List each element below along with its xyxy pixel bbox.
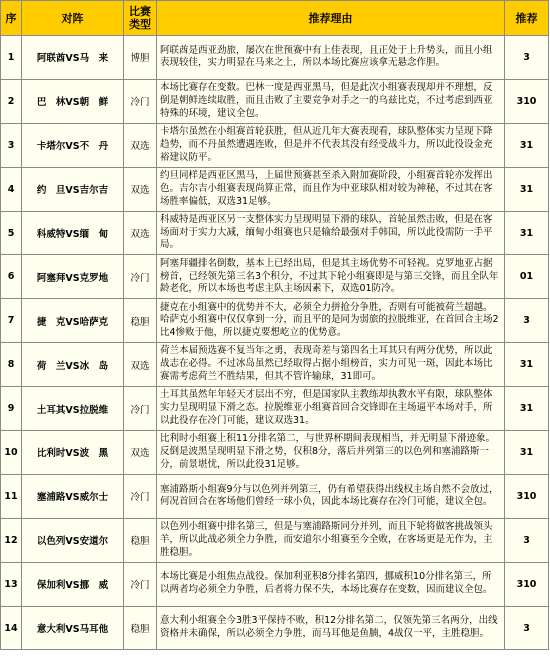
match-cell: 卡塔尔VS不 丹 [22,123,124,167]
reason-cell: 阿联酋是西亚劲旅，屡次在世预赛中有上佳表现，且正处于上升势头，而且小组表现较佳，实力明显在马来之上，所以本场比赛应该拿无悬念作胆。 [157,36,505,80]
reason-cell: 以色列小组赛中排名第三，但是与塞浦路斯同分并列，而且下轮将做客挑战领头羊，所以此战必须全力争胜，而安道尔小组赛至今全败，在客场更是无作为，主胜稳胆。 [157,518,505,562]
recommendation-cell: 3 [505,518,549,562]
row-number: 7 [1,299,22,343]
reason-cell: 土耳其虽然年年轻天才层出不穷，但是国家队主教练却执教水平有限，球队整体实力呈现明显下滑之态。拉脱维亚小组赛首回合交锋即在主场逼平本场对手，所以此役存在冷门可能，建议双选31。 [157,387,505,431]
reason-cell: 捷克在小组赛中的优势并不大，必须全力拼抢分争胜，否则有可能被荷兰超越。哈萨克小组赛中仅仅拿到一分，而且平的是同为弱旅的拉脱维亚，在首回合主场2比4惨败于他，所以捷克要想屹立的优势意。 [157,299,505,343]
match-type-cell: 双选 [124,211,157,255]
table-row [1,299,549,343]
match-cell: 塞浦路VS威尔士 [22,474,124,518]
recommendation-cell: 31 [505,167,549,211]
row-number: 13 [1,562,22,606]
row-number: 10 [1,431,22,475]
row-number: 5 [1,211,22,255]
reason-cell: 卡塔尔虽然在小组赛首轮获胜，但从近几年大赛表现看，球队整体实力呈现下降趋势，而不丹虽然遭遇连败，但是并不代表其没有经受战斗力，所以此役设金充裕建议防平。 [157,123,505,167]
reason-cell: 本场比赛存在变数。巴林一度是西亚黑马，但是此次小组赛表现却并不理想，反倒是朝鲜连续取胜，而且击败了主要竞争对手之一的乌兹比克，不过考虑到西亚特殊的环境，建议全包。 [157,79,505,123]
header-rec: 推荐 [505,1,549,36]
table-row [1,474,549,518]
table-row [1,123,549,167]
table-row [1,562,549,606]
match-type-cell: 冷门 [124,474,157,518]
table-row [1,255,549,299]
recommendation-cell: 31 [505,211,549,255]
row-number: 1 [1,36,22,80]
match-type-cell: 冷门 [124,79,157,123]
row-number: 3 [1,123,22,167]
table-row [1,167,549,211]
recommendation-cell: 3 [505,36,549,80]
reason-cell: 比利时小组赛上积11分排名第二，与世界杯期间表现相当，并无明显下滑迹象。反倒是波黑呈现明显下滑之势，仅积8分，落后并列第三的以色列和塞浦路斯一分，前景堪忧，所以此役31足够。 [157,431,505,475]
reason-cell: 荷兰本届预选赛不复当年之勇，表现奇差与第四名土耳其只有两分优势，所以此战志在必得。不过冰岛虽然已经取得占据小组榜首，实力可见一斑，因此本场比赛需考虑荷兰不胜结果，但其不管许输球，31即可。 [157,343,505,387]
recommendation-cell: 01 [505,255,549,299]
match-cell: 荷 兰VS冰 岛 [22,343,124,387]
match-cell: 以色列VS安道尔 [22,518,124,562]
row-number: 8 [1,343,22,387]
match-type-cell: 双选 [124,343,157,387]
match-type-cell: 冷门 [124,255,157,299]
row-number: 4 [1,167,22,211]
match-cell: 意大利VS马耳他 [22,606,124,650]
reason-cell: 意大利小组赛全今3胜3平保持不败，积12分排名第二，仅领先第三名两分，出线资格并未确保，所以必须全力争胜，而马耳他是鱼腩，4战仅一平，主胜稳胆。 [157,606,505,650]
match-cell: 巴 林VS朝 鲜 [22,79,124,123]
match-cell: 捷 克VS哈萨克 [22,299,124,343]
reason-cell: 阿塞拜疆排名倒数，基本上已经出局，但是其主场优势不可轻视。克罗地亚占据榜首，已经领先第三名3个积分，不过其下轮小组赛即是与第三交锋，而且全队年龄老化，所以本场也考虑主队主场因素下，双选01防冷。 [157,255,505,299]
table-row [1,79,549,123]
match-type-cell: 双选 [124,123,157,167]
header-row [1,1,549,36]
match-type-cell: 稳胆 [124,606,157,650]
recommendation-cell: 31 [505,431,549,475]
row-number: 12 [1,518,22,562]
recommendation-cell: 310 [505,562,549,606]
table-row [1,343,549,387]
header-no: 序 [1,1,22,36]
match-type-cell: 博胆 [124,36,157,80]
table-row [1,518,549,562]
recommendation-cell: 31 [505,343,549,387]
table-row [1,431,549,475]
recommendation-cell: 3 [505,606,549,650]
row-number: 2 [1,79,22,123]
match-type-cell: 稳胆 [124,299,157,343]
match-type-cell: 双选 [124,167,157,211]
match-cell: 保加利VS挪 威 [22,562,124,606]
match-type-cell: 双选 [124,431,157,475]
match-type-cell: 冷门 [124,562,157,606]
row-number: 9 [1,387,22,431]
match-cell: 科威特VS缅 甸 [22,211,124,255]
table-row [1,211,549,255]
table-body [1,36,549,650]
row-number: 11 [1,474,22,518]
match-cell: 比利时VS波 黑 [22,431,124,475]
reason-cell: 塞浦路斯小组赛9分与以色列并列第三，仍有希望获得出线权主场自然不会放过，何况首回合在客场他们曾经一球小负，因此本场比赛存在冷门可能，建议全包。 [157,474,505,518]
recommendation-cell: 310 [505,79,549,123]
row-number: 14 [1,606,22,650]
recommendation-cell: 31 [505,123,549,167]
reason-cell: 科威特是西亚区另一支整体实力呈现明显下滑的球队，首轮虽然击败，但是在客场面对于实力大减，缅甸小组赛也只是输给最强对手韩国，所以此役需防一手平局。 [157,211,505,255]
header-type: 比赛类型 [124,1,157,36]
match-cell: 阿塞拜VS克罗地 [22,255,124,299]
table-row [1,387,549,431]
match-type-cell: 稳胆 [124,518,157,562]
recommendation-cell: 3 [505,299,549,343]
row-number: 6 [1,255,22,299]
recommendation-cell: 310 [505,474,549,518]
recommendation-cell: 31 [505,387,549,431]
reason-cell: 约旦同样是西亚区黑马，上届世预赛甚至杀入附加赛阶段，小组赛首轮亦发挥出色。吉尔吉小组赛表现尚算正常，而且作为中亚球队相对较为神秘，不过其在客场胜率偏低，双选31足够。 [157,167,505,211]
table-row [1,36,549,80]
reason-cell: 本场比赛是小组焦点战役。保加利亚积8分排名第四，挪威积10分排名第三，所以两者均必须全力争胜，后者将力保不失，本场比赛存在变数，因而建议全包。 [157,562,505,606]
header-reason: 推荐理由 [157,1,505,36]
match-cell: 阿联酋VS马 来 [22,36,124,80]
table-row [1,606,549,650]
match-cell: 土耳其VS拉脱维 [22,387,124,431]
match-type-cell: 冷门 [124,387,157,431]
header-match: 对阵 [22,1,124,36]
match-cell: 约 旦VS吉尔吉 [22,167,124,211]
